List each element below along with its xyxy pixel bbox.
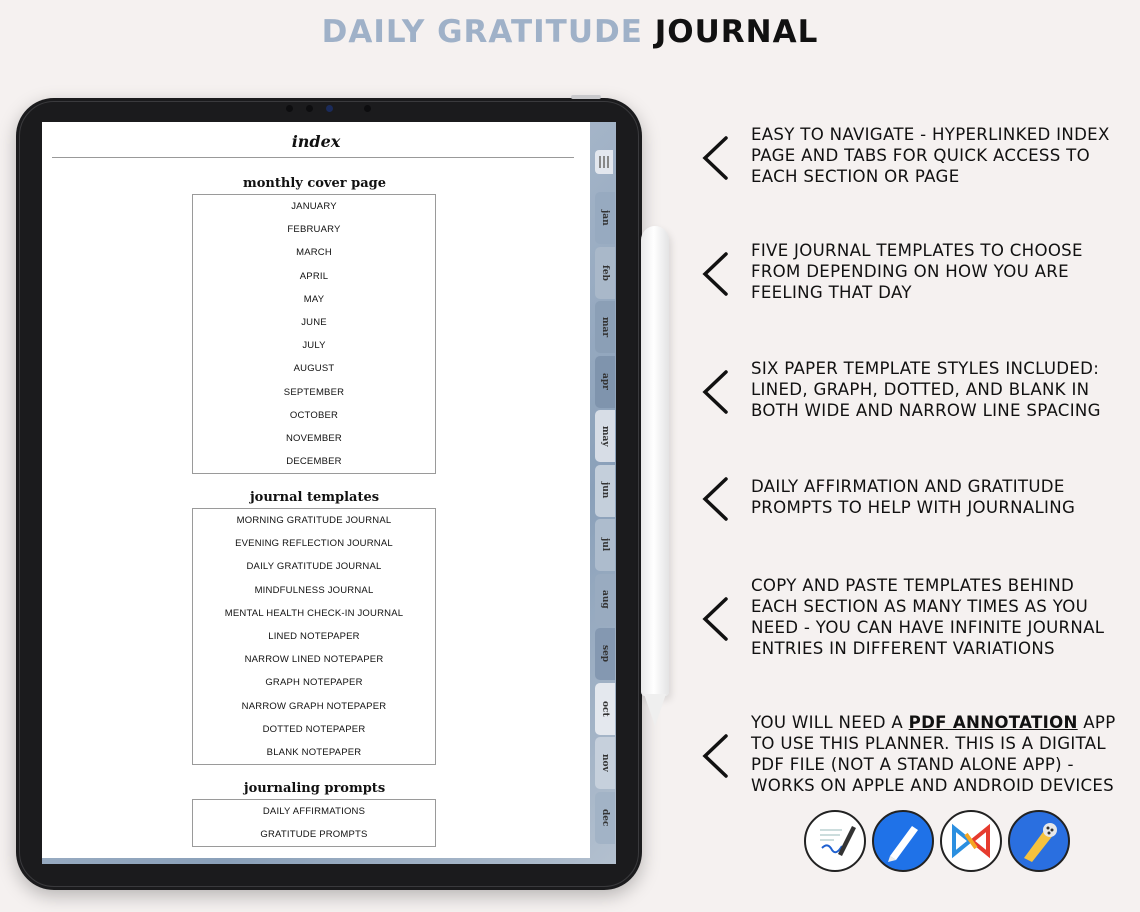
section-heading-prompts: journaling prompts [243, 781, 386, 796]
title-divider [52, 157, 574, 158]
tab-label: mar [600, 316, 610, 338]
index-link[interactable]: NARROW GRAPH NOTEPAPER [241, 700, 387, 712]
index-link[interactable]: APRIL [299, 270, 329, 282]
section-heading-monthly: monthly cover page [242, 176, 386, 191]
feature-line: ENTRIES IN DIFFERENT VARIATIONS [751, 639, 1055, 658]
tab-may[interactable] [595, 410, 615, 462]
feature-line: LINED, GRAPH, DOTTED, AND BLANK IN [751, 380, 1090, 399]
journal-templates-list [192, 508, 436, 765]
tab-label: may [600, 425, 610, 447]
index-link[interactable]: JULY [302, 340, 326, 352]
index-link[interactable]: LINED NOTEPAPER [268, 630, 360, 642]
tab-sep[interactable] [595, 628, 615, 680]
index-link[interactable]: FEBRUARY [287, 224, 341, 236]
monthly-cover-list [192, 194, 436, 474]
feature-text [751, 124, 1131, 187]
index-link[interactable]: OCTOBER [289, 409, 339, 421]
feature-text [751, 240, 1131, 303]
tab-label: nov [600, 754, 610, 772]
feature-text [751, 575, 1131, 659]
chevron-left-icon [700, 476, 732, 522]
index-link[interactable]: BLANK NOTEPAPER [266, 746, 362, 758]
feature-line [751, 712, 1131, 733]
index-link[interactable]: GRAPH NOTEPAPER [265, 677, 363, 689]
chevron-left-icon [700, 251, 732, 297]
feature-line: FEELING THAT DAY [751, 283, 912, 302]
tab-jul[interactable] [595, 519, 615, 571]
feature-line: EASY TO NAVIGATE - HYPERLINKED INDEX [751, 125, 1110, 144]
feature-line: COPY AND PASTE TEMPLATES BEHIND [751, 576, 1075, 595]
tab-feb[interactable] [595, 247, 615, 299]
tab-label: feb [600, 264, 610, 281]
index-link[interactable]: DECEMBER [286, 456, 342, 468]
camera-bar [286, 103, 386, 115]
xodo-icon [940, 810, 1002, 872]
tab-aug[interactable] [595, 574, 615, 626]
chevron-left-icon [700, 369, 732, 415]
index-link[interactable]: JANUARY [291, 201, 337, 212]
index-link[interactable]: DAILY GRATITUDE JOURNAL [246, 561, 382, 573]
menu-tab[interactable] [595, 150, 613, 174]
feature-line: EACH SECTION OR PAGE [751, 167, 960, 186]
tab-oct[interactable] [595, 683, 615, 735]
feature-line: PDF FILE (NOT A STAND ALONE APP) - [751, 755, 1074, 774]
tab-dec[interactable] [595, 792, 615, 844]
feature-line: FROM DEPENDING ON HOW YOU ARE [751, 262, 1069, 281]
tab-label: jan [600, 210, 610, 226]
noteshelf-icon [1008, 810, 1070, 872]
index-link[interactable]: NOVEMBER [286, 432, 342, 444]
index-link[interactable]: MINDFULNESS JOURNAL [254, 584, 374, 596]
index-link[interactable]: AUGUST [293, 363, 335, 375]
tab-label: sep [600, 645, 610, 663]
chevron-left-icon [700, 596, 732, 642]
index-title: index [291, 132, 341, 151]
tablet-button [571, 95, 601, 99]
stylus-tip [644, 694, 666, 726]
page-title [0, 14, 1140, 50]
tab-label: apr [600, 373, 610, 390]
feature-line: SIX PAPER TEMPLATE STYLES INCLUDED: [751, 359, 1100, 378]
feature-line: DAILY AFFIRMATION AND GRATITUDE [751, 477, 1065, 496]
goodnotes-icon [804, 810, 866, 872]
feature-line: PAGE AND TABS FOR QUICK ACCESS TO [751, 146, 1090, 165]
tab-jan[interactable] [595, 192, 615, 244]
index-link[interactable]: EVENING REFLECTION JOURNAL [235, 538, 393, 550]
index-link[interactable]: GRATITUDE PROMPTS [260, 829, 368, 841]
feature-line: NEED - YOU CAN HAVE INFINITE JOURNAL [751, 618, 1105, 637]
feature-line: PROMPTS TO HELP WITH JOURNALING [751, 498, 1076, 517]
title-part-2: JOURNAL [654, 14, 819, 50]
tab-apr[interactable] [595, 356, 615, 408]
stylus-pencil [641, 226, 669, 696]
chevron-left-icon [700, 135, 732, 181]
tab-label: aug [600, 590, 610, 609]
section-heading-templates: journal templates [249, 490, 380, 505]
tablet-screen [42, 122, 616, 864]
feature-text [751, 476, 1131, 518]
index-link[interactable]: MARCH [296, 247, 332, 259]
index-link[interactable]: SEPTEMBER [283, 386, 345, 398]
chevron-left-icon [700, 733, 732, 779]
feature-line: FIVE JOURNAL TEMPLATES TO CHOOSE [751, 241, 1083, 260]
feature-line-pre: YOU WILL NEED A [751, 713, 909, 732]
feature-line: EACH SECTION AS MANY TIMES AS YOU [751, 597, 1089, 616]
tab-label: jun [600, 482, 610, 499]
feature-text [751, 358, 1131, 421]
tab-nov[interactable] [595, 737, 615, 789]
tab-label: dec [600, 808, 610, 827]
tablet-device [16, 98, 642, 890]
journaling-prompts-list [192, 799, 436, 847]
feature-line: BOTH WIDE AND NARROW LINE SPACING [751, 401, 1101, 420]
tab-label: jul [600, 538, 610, 552]
tab-label: oct [600, 700, 610, 717]
index-link[interactable]: NARROW LINED NOTEPAPER [244, 654, 384, 666]
feature-line: WORKS ON APPLE AND ANDROID DEVICES [751, 776, 1115, 795]
index-page [42, 122, 590, 858]
index-link[interactable]: MENTAL HEALTH CHECK-IN JOURNAL [224, 607, 404, 619]
pdf-annotation-link[interactable]: PDF ANNOTATION [908, 713, 1078, 732]
feature-line-post: APP [1077, 713, 1116, 732]
tab-mar[interactable] [595, 301, 615, 353]
notability-icon [872, 810, 934, 872]
tab-jun[interactable] [595, 465, 615, 517]
title-part-1: DAILY GRATITUDE [321, 14, 643, 50]
feature-line: TO USE THIS PLANNER. THIS IS A DIGITAL [751, 734, 1106, 753]
index-link[interactable]: MAY [303, 293, 325, 305]
index-link[interactable]: DOTTED NOTEPAPER [262, 723, 366, 735]
feature-text [751, 712, 1131, 796]
index-link[interactable]: JUNE [301, 316, 327, 328]
index-link[interactable]: DAILY AFFIRMATIONS [262, 806, 366, 817]
index-link[interactable]: MORNING GRATITUDE JOURNAL [236, 515, 392, 526]
